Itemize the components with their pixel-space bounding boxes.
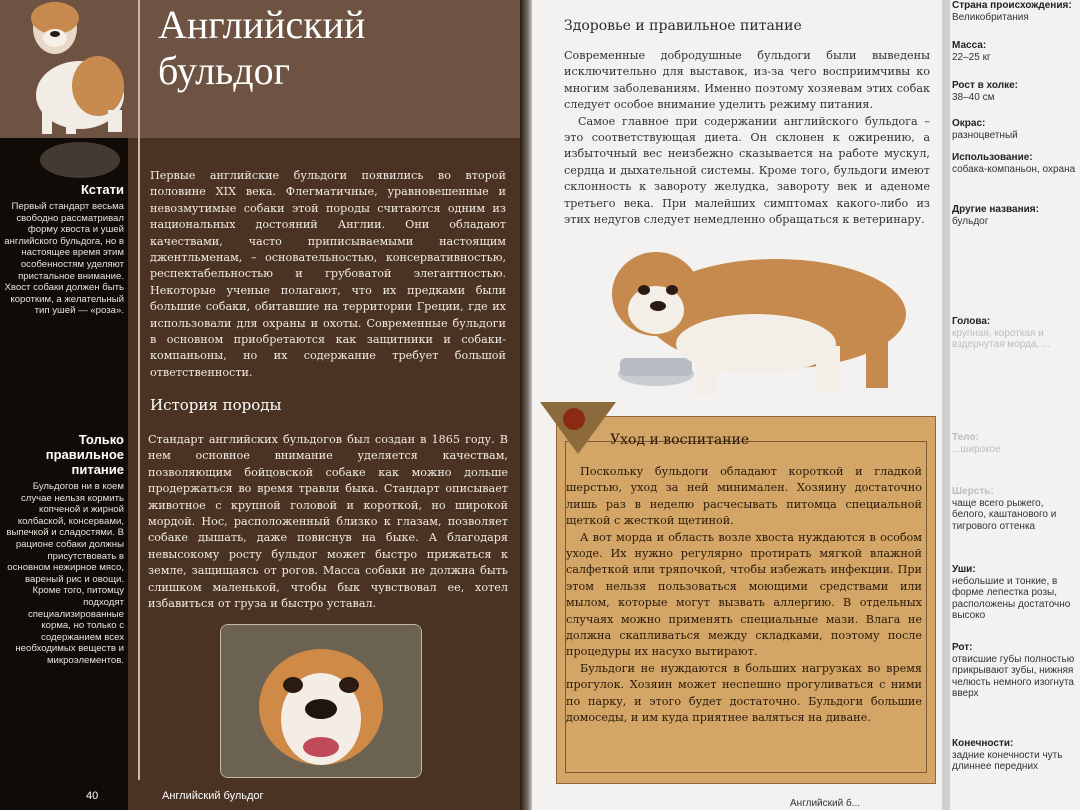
spec-value: разноцветный bbox=[952, 129, 1018, 141]
spec-ears bbox=[952, 564, 1078, 622]
page-number: 40 bbox=[86, 790, 99, 802]
title-line-2: бульдог bbox=[158, 48, 291, 93]
spec-height bbox=[952, 80, 1078, 103]
spec-value: крупная, короткая и вздернутая морда, ... bbox=[952, 327, 1051, 350]
history-text: Стандарт английских бульдогов был создан в 1865 году. В нем основное внимание уделяется качествам, позволяющим бойцовской собаке как можно дольше продержаться во время травли быка. Стандарт описывает животное с крупной головой и короткой, но широкой мордой. Нос, расположенный близко к глазам, позволяет собаке дышать, даже повиснув на быке. А благодаря невысокому росту бульдог может быстро прижаться к земле, защищаясь от рогов. Масса собаки не должна быть слишком маленькой, чтобы бык чувствовал ее, хотел избавиться от груза и быстро уставал. bbox=[148, 433, 508, 611]
care-paragraph-2: А вот морда и область возле хвоста нуждаются в особом уходе. Их нужно регулярно протирать мягкой влажной салфеткой или тряпочкой, чтобы избежать инфекции. При этом нельзя пользоваться моющими средствами или мылом, которые могут вызвать аллергию. В отдельных случаях можно применять специальные мази. Влага не должна скапливаться между складками, поэтому после процедуры их насухо вытирают. bbox=[566, 530, 922, 659]
spec-head bbox=[952, 316, 1078, 351]
nutrition-heading-line-3: питание bbox=[71, 462, 124, 477]
spec-mouth bbox=[952, 642, 1078, 700]
spec-value: бульдог bbox=[952, 215, 989, 227]
care-section bbox=[566, 464, 922, 727]
history-heading: История породы bbox=[150, 396, 282, 414]
spec-value: 38–40 см bbox=[952, 91, 995, 103]
nutrition-text: Бульдогов ни в коем случае нельзя кормить копченой и жирной колбаской, консервами, выпечкой и сладостями. В рационе собаки должны присутствовать в основном нежирное мясо, вареный рис и овощи. Кроме того, питомцу подходят специализированные корма, но только с содержанием всех необходимых веществ и микроэлементов. bbox=[6, 481, 124, 666]
health-section bbox=[564, 48, 930, 228]
bulldog-face-photo bbox=[220, 624, 422, 778]
spec-limbs bbox=[952, 738, 1078, 773]
spec-value: 22–25 кг bbox=[952, 51, 991, 63]
bulldog-face-icon bbox=[221, 625, 421, 777]
spec-value: чаще всего рыжего, белого, каштанового и тигрового оттенка bbox=[952, 497, 1057, 532]
spec-value: отвисшие губы полностью прикрывают зубы, нижняя челюсть немного изогнута вверх bbox=[952, 653, 1075, 699]
intro-text: Первые английские бульдоги появились во второй половине XIX века. Флегматичные, уравновешенные и невозмутимые собаки этой породы считаются одним из национальных достояний Англии. Они обладают качествами, часто приписываемыми настоящим джентльменам, – основательностью, консервативностью, респектабельностью и грубоватой элегантностью. Некоторые ученые полагают, что их предками были большие собаки, обитавшие на территории Греции, где их использовали для охраны и охоты. Современные бульдоги в основном приобретаются как защитники и собаки-компаньоны, но их содержание требует большой ответственности. bbox=[150, 169, 506, 379]
care-paragraph-1: Поскольку бульдоги обладают короткой и гладкой шерстью, уход за ней минимален. Хозяину достаточно лишь раз в неделю расчесывать питомца специальной щеткой с жесткой щетиной. bbox=[566, 465, 922, 528]
kstati-text: Первый стандарт весьма свободно рассматривал форму хвоста и ушей английского бульдога, но в настоящее время этим особенностям уделяют пристальное внимание. Хвост собаки должен быть коротким, а желательный тип ушей — «роза». bbox=[4, 201, 124, 317]
sidebar-nutrition bbox=[4, 432, 124, 667]
spec-column-bar bbox=[942, 0, 950, 810]
spec-other-names bbox=[952, 204, 1078, 227]
spec-column bbox=[952, 0, 1078, 810]
spec-key: Конечности: bbox=[952, 738, 1014, 749]
spec-key: Уши: bbox=[952, 564, 976, 575]
spec-value: небольшие и тонкие, в форме лепестка розы, расположены достаточно высоко bbox=[952, 575, 1071, 621]
spec-value: задние конечности чуть длиннее передних bbox=[952, 749, 1063, 772]
history-section bbox=[148, 432, 508, 612]
spec-key: Тело: bbox=[952, 432, 979, 443]
sidebar-kstati bbox=[4, 182, 124, 317]
care-heading: Уход и воспитание bbox=[610, 432, 750, 448]
running-head-right: Английский б... bbox=[790, 798, 861, 809]
spec-key: Голова: bbox=[952, 316, 991, 327]
spec-key: Использование: bbox=[952, 152, 1033, 163]
spec-key: Другие названия: bbox=[952, 204, 1039, 215]
wax-seal-icon bbox=[563, 408, 585, 430]
spec-mass bbox=[952, 40, 1078, 63]
spec-key: Страна происхождения: bbox=[952, 0, 1072, 11]
spec-usage bbox=[952, 152, 1078, 175]
title-line-1: Английский bbox=[158, 2, 366, 47]
page-title bbox=[158, 2, 518, 94]
spec-key: Шерсть: bbox=[952, 486, 994, 497]
nutrition-heading-line-1: Только bbox=[78, 432, 124, 447]
spec-value: собака-компаньон, охрана bbox=[952, 163, 1076, 175]
bulldog-sitting-icon bbox=[0, 0, 138, 138]
running-head-left: Английский бульдог bbox=[162, 790, 264, 802]
spec-value: ...широкое bbox=[952, 443, 1001, 455]
kstati-heading: Кстати bbox=[81, 182, 124, 197]
nutrition-heading-line-2: правильное bbox=[45, 447, 124, 462]
spec-key: Окрас: bbox=[952, 118, 986, 129]
spec-coat bbox=[952, 486, 1078, 532]
spec-color bbox=[952, 118, 1078, 141]
bulldog-puppy-icon bbox=[586, 234, 916, 404]
spec-body bbox=[952, 432, 1078, 455]
health-paragraph-1: Современные добродушные бульдоги были выведены исключительно для выставок, из-за чего восприимчивы ко многим заболеваниям. Именно поэтому хозяевам этих собак следует особое внимание уделить режиму питания. bbox=[564, 49, 930, 112]
column-divider bbox=[138, 0, 140, 780]
health-paragraph-2: Самое главное при содержании английского бульдога – это соответствующая диета. Он склонен к ожирению, а избыточный вес неизбежно сказывается на работе мускул, сердца и дыхательной системы. Кроме того, бульдоги имеют склонность к завороту желудка, завороту век и аденоме третьего века. При малейших симптомах какого-либо из этих недугов следует немедленно обращаться к ветеринару. bbox=[564, 114, 930, 227]
intro-section bbox=[150, 168, 506, 381]
spec-key: Рост в холке: bbox=[952, 80, 1018, 91]
spec-key: Масса: bbox=[952, 40, 987, 51]
spec-value: Великобритания bbox=[952, 11, 1029, 23]
health-heading: Здоровье и правильное питание bbox=[564, 18, 802, 34]
spec-key: Рот: bbox=[952, 642, 973, 653]
spec-origin bbox=[952, 0, 1078, 23]
care-paragraph-3: Бульдоги не нуждаются в больших нагрузках во время прогулок. Хозяин может неспешно прогуливаться с ними по парку, и этого будет достаточно. Бульдоги большие домоседы, и им куда приятнее валяться на диване. bbox=[566, 661, 922, 725]
